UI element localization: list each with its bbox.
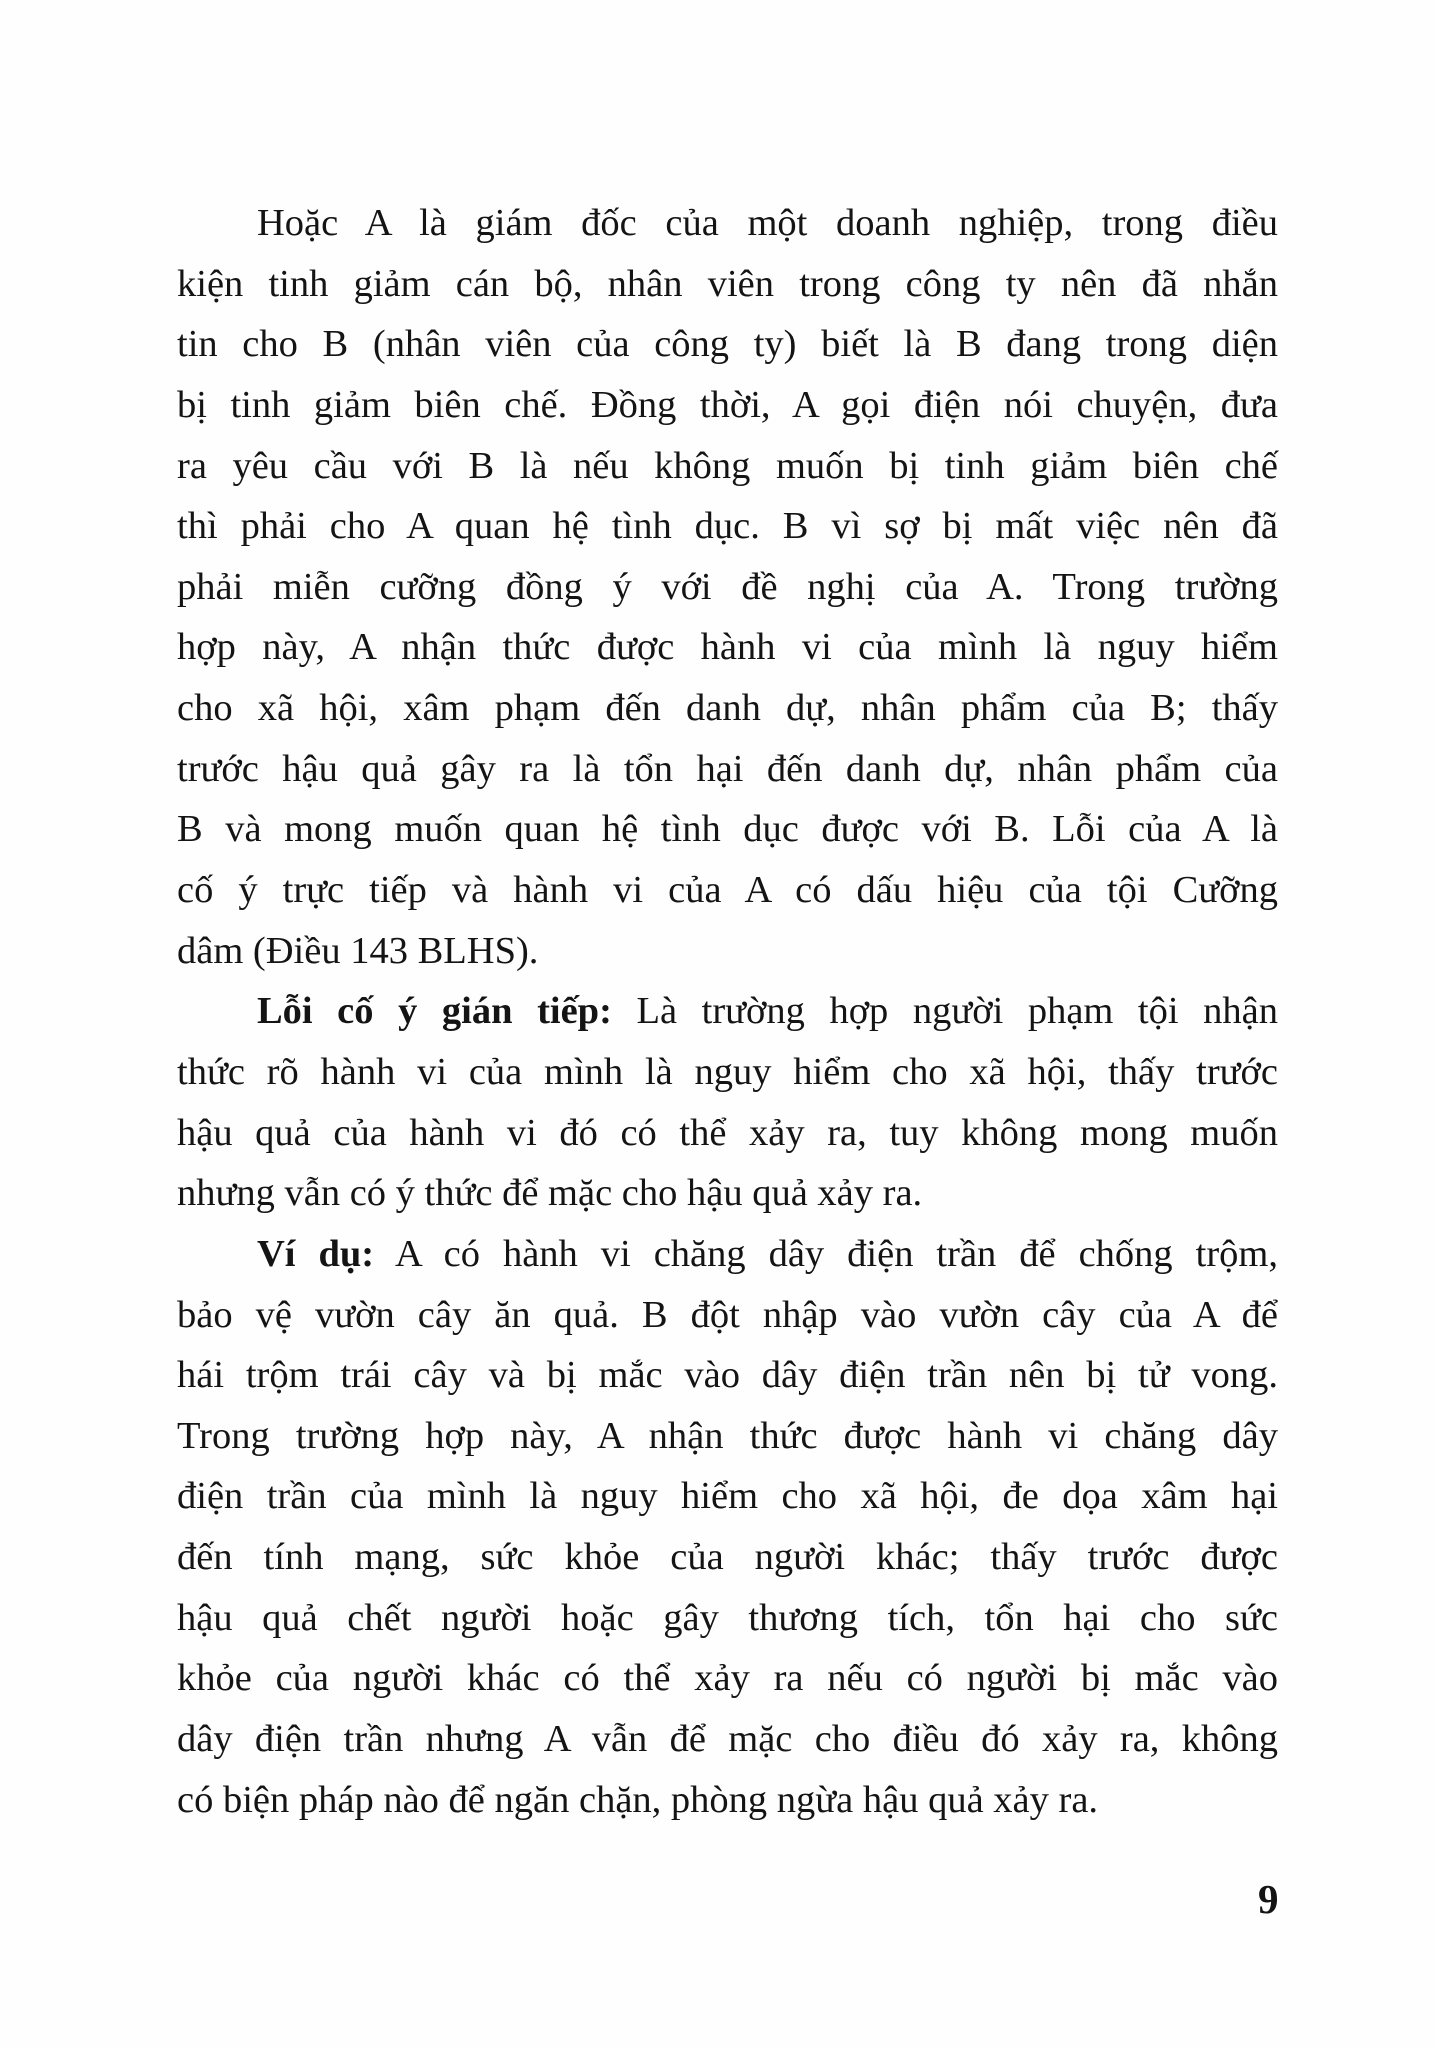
- text-line: bị tinh giảm biên chế. Đồng thời, A gọi điện nói chuyện, đưa: [177, 383, 1278, 426]
- text-line: hợp này, A nhận thức được hành vi của mình là nguy hiểm: [177, 626, 1278, 669]
- text-line: ra yêu cầu với B là nếu không muốn bị tinh giảm biên chế: [177, 444, 1278, 487]
- term-heading: Lỗi cố ý gián tiếp:: [257, 990, 612, 1033]
- text-line: cố ý trực tiếp và hành vi của A có dấu hiệu của tội Cưỡng: [177, 869, 1278, 912]
- text-line: Trong trường hợp này, A nhận thức được hành vi chăng dây: [177, 1414, 1278, 1457]
- text-line: hậu quả của hành vi đó có thể xảy ra, tuy không mong muốn: [177, 1111, 1278, 1154]
- text-line: tin cho B (nhân viên của công ty) biết là B đang trong diện: [177, 323, 1278, 366]
- example-label: Ví dụ:: [257, 1232, 375, 1275]
- text-line: hậu quả chết người hoặc gây thương tích, tổn hại cho sức: [177, 1596, 1278, 1639]
- definition-text: Là trường hợp người phạm tội nhận: [611, 990, 1278, 1033]
- text-line: dây điện trần nhưng A vẫn để mặc cho điều đó xảy ra, không: [177, 1718, 1278, 1761]
- text-line: bảo vệ vườn cây ăn quả. B đột nhập vào vườn cây của A để: [177, 1293, 1278, 1336]
- text-line: khỏe của người khác có thể xảy ra nếu có người bị mắc vào: [177, 1657, 1278, 1700]
- paragraph-indirect-intent-definition: [177, 981, 1278, 1224]
- text-line: [177, 981, 1278, 1042]
- text-line: phải miễn cưỡng đồng ý với đề nghị của A. Trong trường: [177, 565, 1278, 608]
- paragraph-example-indirect-intent: [177, 1224, 1278, 1830]
- body-text: [177, 193, 1278, 1830]
- text-line: [177, 1224, 1278, 1285]
- text-line: thức rõ hành vi của mình là nguy hiểm cho xã hội, thấy trước: [177, 1050, 1278, 1093]
- text-line: kiện tinh giảm cán bộ, nhân viên trong công ty nên đã nhắn: [177, 262, 1278, 305]
- text-line: đến tính mạng, sức khỏe của người khác; thấy trước được: [177, 1536, 1278, 1579]
- text-line: có biện pháp nào để ngăn chặn, phòng ngừa hậu quả xảy ra.: [177, 1778, 1099, 1821]
- text-line: Hoặc A là giám đốc của một doanh nghiệp, trong điều: [257, 202, 1278, 244]
- text-line: nhưng vẫn có ý thức để mặc cho hậu quả xảy ra.: [177, 1172, 923, 1215]
- paragraph-example-direct-intent: [177, 193, 1278, 981]
- text-line: dâm (Điều 143 BLHS).: [177, 929, 539, 972]
- text-line: trước hậu quả gây ra là tổn hại đến danh dự, nhân phẩm của: [177, 747, 1278, 790]
- text-line: thì phải cho A quan hệ tình dục. B vì sợ bị mất việc nên đã: [177, 505, 1278, 548]
- text-line: điện trần của mình là nguy hiểm cho xã hội, đe dọa xâm hại: [177, 1475, 1278, 1518]
- text-line: B và mong muốn quan hệ tình dục được với B. Lỗi của A là: [177, 808, 1278, 851]
- text-line: hái trộm trái cây và bị mắc vào dây điện trần nên bị tử vong.: [177, 1354, 1278, 1397]
- text-line: cho xã hội, xâm phạm đến danh dự, nhân phẩm của B; thấy: [177, 687, 1278, 730]
- page-number: 9: [1258, 1876, 1279, 1922]
- example-text: A có hành vi chăng dây điện trần để chống trộm,: [374, 1232, 1278, 1275]
